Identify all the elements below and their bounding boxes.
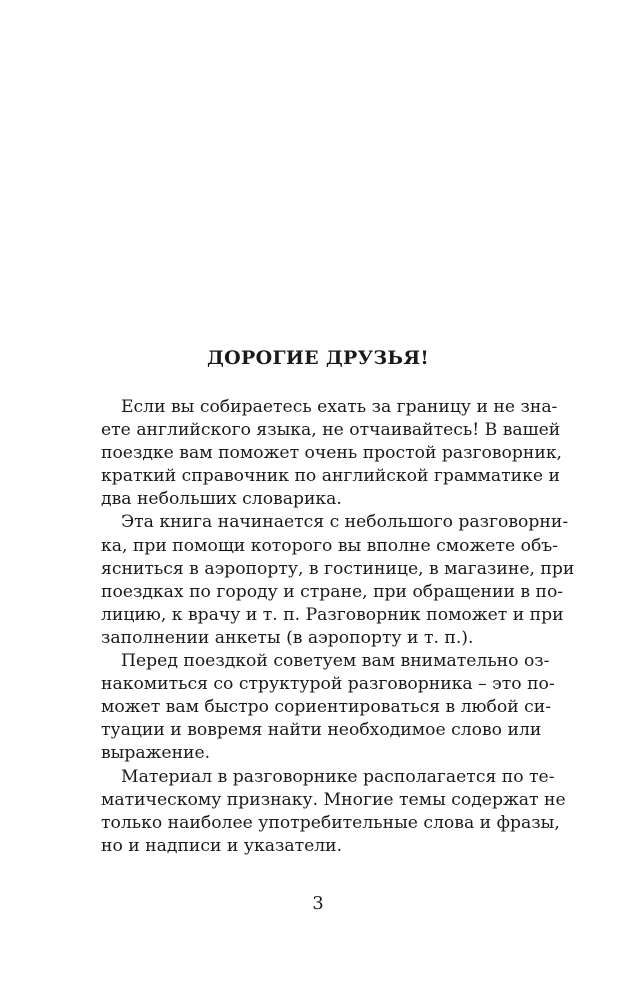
paragraph xyxy=(101,396,563,511)
text-line: может вам быстро сориентироваться в любой си- xyxy=(101,697,552,718)
text-line: туации и вовремя найти необходимое слово или xyxy=(101,720,542,741)
text-line: выражение. xyxy=(101,743,211,764)
page-title: ДОРОГИЕ ДРУЗЬЯ! xyxy=(206,347,430,369)
text-line: ка, при помощи которого вы вполне сможете объ- xyxy=(101,535,559,556)
text-line: только наиболее употребительные слова и фразы, xyxy=(101,812,560,833)
paragraph xyxy=(101,650,555,765)
text-line: Материал в разговорнике располагается по те- xyxy=(121,766,555,787)
text-line: поездке вам поможет очень простой разговорник, xyxy=(101,443,563,464)
text-line: накомиться со структурой разговорника – это по- xyxy=(101,674,555,695)
text-line: Перед поездкой советуем вам внимательно оз- xyxy=(121,651,550,672)
paragraph xyxy=(101,511,575,650)
text-line: ясниться в аэропорту, в гостинице, в магазине, при xyxy=(101,558,575,579)
text-line: Эта книга начинается с небольшого разговорни- xyxy=(121,512,569,533)
text-line: заполнении анкеты (в аэропорту и т. п.). xyxy=(101,627,474,648)
text-line: поездках по городу и стране, при обращении в по- xyxy=(101,581,564,602)
text-line: но и надписи и указатели. xyxy=(101,835,343,856)
text-line: два небольших словарика. xyxy=(101,489,342,510)
text-line: краткий справочник по английской грамматике и xyxy=(101,466,560,487)
paragraph xyxy=(101,766,566,858)
body-text xyxy=(101,396,575,858)
text-line: Если вы собираетесь ехать за границу и не зна- xyxy=(121,397,558,417)
text-line: лицию, к врачу и т. п. Разговорник поможет и при xyxy=(101,604,564,625)
page-number: 3 xyxy=(312,893,324,914)
text-line: матическому признаку. Многие темы содержат не xyxy=(101,789,566,810)
text-line: ете английского языка, не отчаивайтесь! В вашей xyxy=(101,420,561,441)
